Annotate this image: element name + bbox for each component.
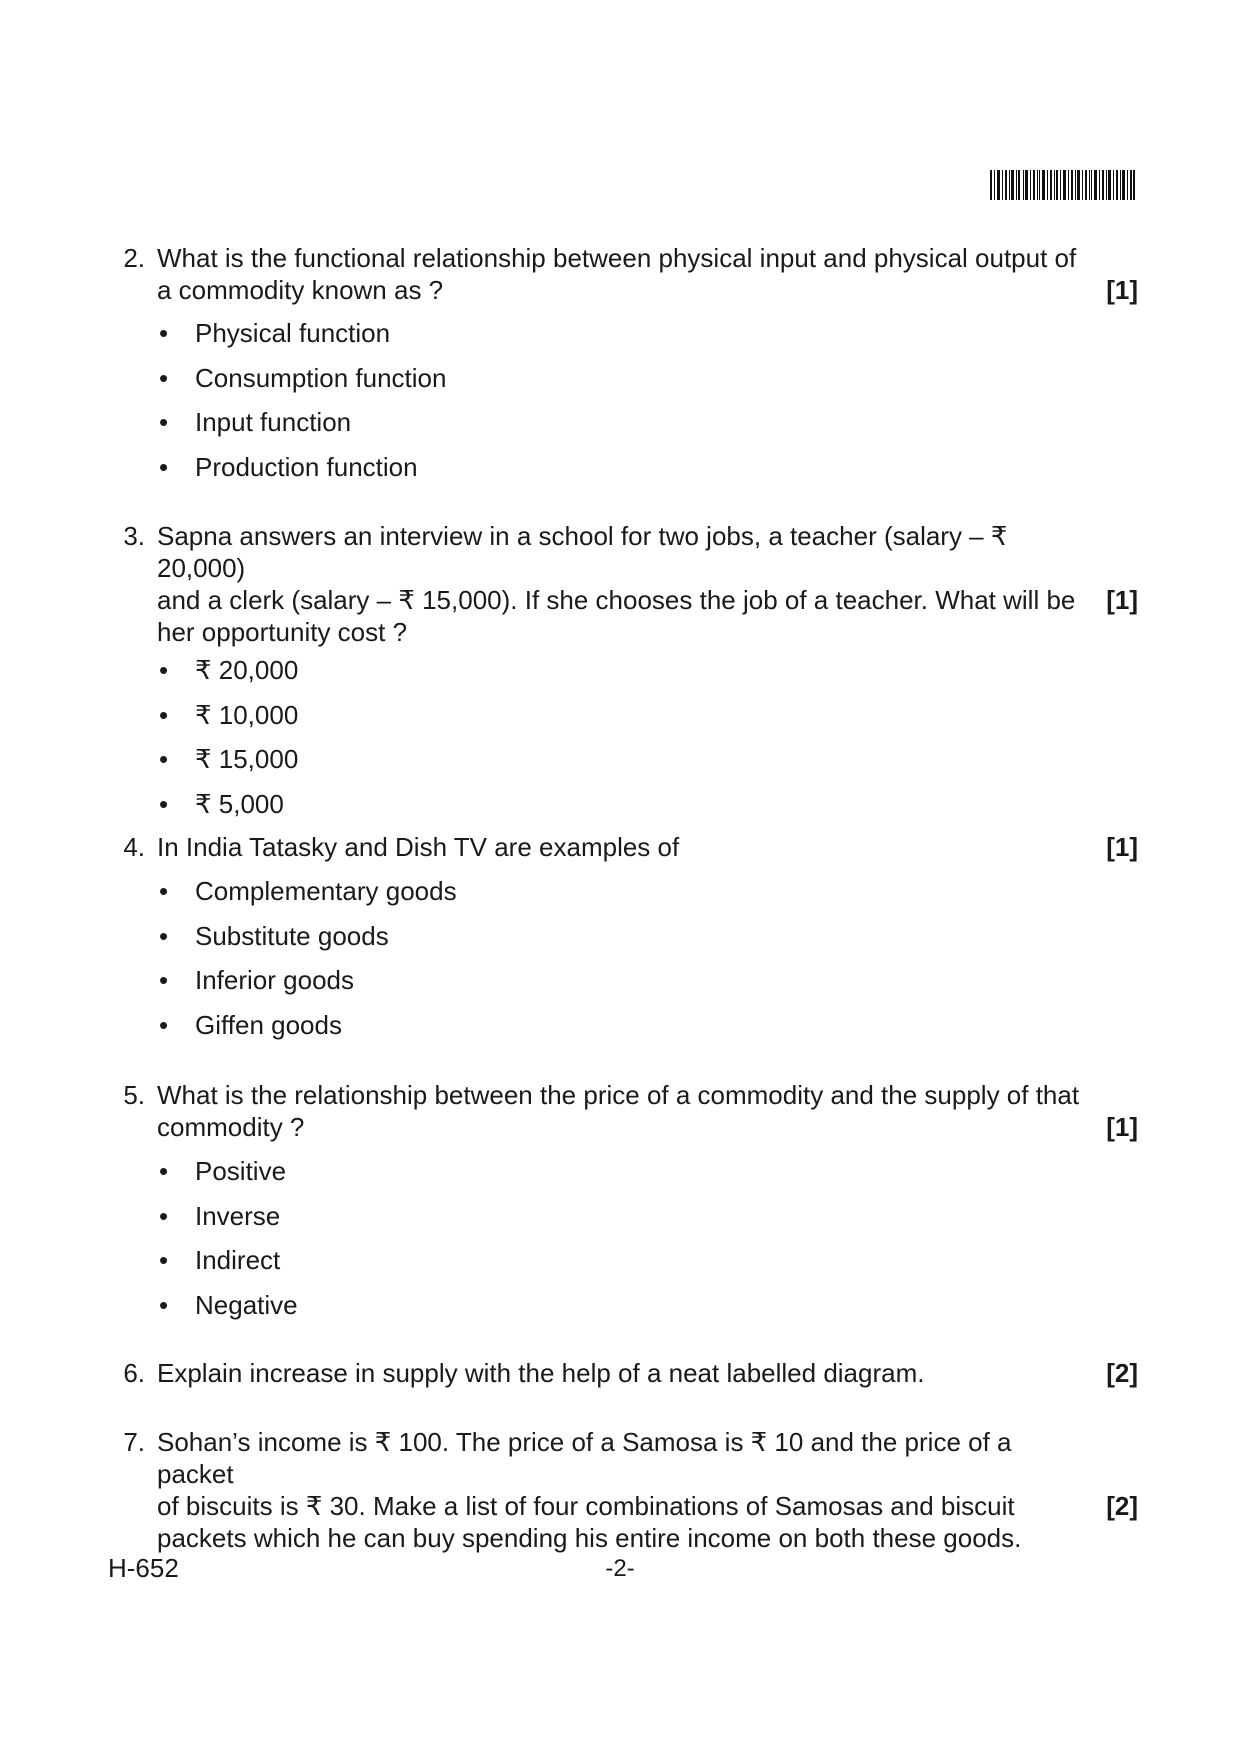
option-label: Positive bbox=[195, 1156, 287, 1186]
option-item bbox=[119, 1155, 1138, 1200]
question-text bbox=[157, 1357, 1087, 1389]
question-line: commodity ? bbox=[157, 1112, 305, 1142]
question-line: Sapna answers an interview in a school for two jobs, a teacher (salary – ₹ 20,000) bbox=[157, 521, 1008, 583]
marks-label: [1] bbox=[1106, 1112, 1138, 1142]
option-label: Giffen goods bbox=[195, 1009, 342, 1040]
bullet-icon: • bbox=[159, 1245, 169, 1275]
option-item bbox=[119, 743, 1138, 788]
question-line: Sohan’s income is ₹ 100. The price of a Samosa is ₹ 10 and the price of a packet bbox=[157, 1427, 1012, 1489]
bullet-icon: • bbox=[159, 965, 169, 995]
question-6 bbox=[119, 1357, 1138, 1389]
question-number: 6. bbox=[123, 1358, 145, 1388]
bullet-icon: • bbox=[159, 876, 169, 906]
marks-label: [1] bbox=[1106, 585, 1138, 615]
question-line: In India Tatasky and Dish TV are examples of bbox=[157, 832, 680, 862]
question-line: of biscuits is ₹ 30. Make a list of four combinations of Samosas and biscuit bbox=[157, 1491, 1015, 1521]
option-label: Indirect bbox=[195, 1245, 281, 1275]
question-number: 3. bbox=[123, 521, 145, 551]
option-label: Negative bbox=[195, 1289, 298, 1320]
option-label: ₹ 20,000 bbox=[195, 655, 299, 685]
question-text bbox=[157, 1079, 1087, 1143]
question-2 bbox=[119, 242, 1138, 495]
option-label: Inverse bbox=[195, 1200, 281, 1231]
page-number: -2- bbox=[605, 1555, 635, 1582]
bullet-icon: • bbox=[159, 1156, 169, 1186]
option-item bbox=[119, 1009, 1138, 1054]
question-text bbox=[157, 1426, 1087, 1554]
option-label: Consumption function bbox=[195, 362, 447, 393]
option-list bbox=[119, 654, 1138, 832]
question-number: 7. bbox=[123, 1427, 145, 1457]
barcode-image bbox=[990, 170, 1135, 200]
question-number: 5. bbox=[123, 1080, 145, 1110]
bullet-icon: • bbox=[159, 744, 169, 774]
option-item bbox=[119, 451, 1138, 496]
option-label: Substitute goods bbox=[195, 920, 389, 951]
marks-label: [2] bbox=[1106, 1491, 1138, 1521]
bullet-icon: • bbox=[159, 1289, 169, 1320]
marks-label: [1] bbox=[1106, 275, 1138, 305]
option-item bbox=[119, 317, 1138, 362]
question-4 bbox=[119, 831, 1138, 1053]
option-label: ₹ 5,000 bbox=[195, 788, 284, 819]
bullet-icon: • bbox=[159, 920, 169, 951]
question-3 bbox=[119, 520, 1138, 832]
marks-label: [1] bbox=[1106, 832, 1138, 862]
option-label: ₹ 15,000 bbox=[195, 744, 299, 774]
bullet-icon: • bbox=[159, 1009, 169, 1040]
bullet-icon: • bbox=[159, 655, 169, 685]
option-item bbox=[119, 406, 1138, 451]
bullet-icon: • bbox=[159, 451, 169, 482]
question-line: Explain increase in supply with the help of a neat labelled diagram. bbox=[157, 1358, 925, 1388]
option-label: Production function bbox=[195, 451, 418, 482]
option-item bbox=[119, 964, 1138, 1009]
question-line: What is the functional relationship between physical input and physical output of bbox=[157, 243, 1077, 273]
option-list bbox=[119, 875, 1138, 1053]
question-5 bbox=[119, 1079, 1138, 1333]
question-line: and a clerk (salary – ₹ 15,000). If she chooses the job of a teacher. What will be bbox=[157, 585, 1076, 615]
question-line: a commodity known as ? bbox=[157, 275, 444, 305]
bullet-icon: • bbox=[159, 1200, 169, 1231]
option-item bbox=[119, 788, 1138, 833]
marks-label: [2] bbox=[1106, 1358, 1138, 1388]
question-text bbox=[157, 520, 1087, 648]
option-label: Input function bbox=[195, 407, 352, 437]
question-7 bbox=[119, 1426, 1138, 1554]
question-number: 4. bbox=[123, 832, 145, 862]
option-label: Inferior goods bbox=[195, 965, 354, 995]
paper-code: H-652 bbox=[108, 1553, 179, 1583]
question-line: What is the relationship between the price of a commodity and the supply of that bbox=[157, 1080, 1080, 1110]
question-number: 2. bbox=[123, 243, 145, 273]
option-list bbox=[119, 317, 1138, 495]
option-list bbox=[119, 1155, 1138, 1333]
bullet-icon: • bbox=[159, 362, 169, 393]
question-text bbox=[157, 242, 1087, 306]
question-line: packets which he can buy spending his entire income on both these goods. bbox=[157, 1523, 1022, 1553]
option-label: ₹ 10,000 bbox=[195, 699, 299, 730]
question-line: her opportunity cost ? bbox=[157, 617, 408, 647]
option-item bbox=[119, 1200, 1138, 1245]
option-item bbox=[119, 362, 1138, 407]
bullet-icon: • bbox=[159, 788, 169, 819]
option-item bbox=[119, 920, 1138, 965]
bullet-icon: • bbox=[159, 407, 169, 437]
option-item bbox=[119, 875, 1138, 920]
option-label: Physical function bbox=[195, 318, 391, 348]
option-label: Complementary goods bbox=[195, 876, 457, 906]
option-item bbox=[119, 699, 1138, 744]
option-item bbox=[119, 1244, 1138, 1289]
bullet-icon: • bbox=[159, 699, 169, 730]
bullet-icon: • bbox=[159, 318, 169, 348]
option-item bbox=[119, 654, 1138, 699]
question-text bbox=[157, 831, 1087, 863]
option-item bbox=[119, 1289, 1138, 1334]
